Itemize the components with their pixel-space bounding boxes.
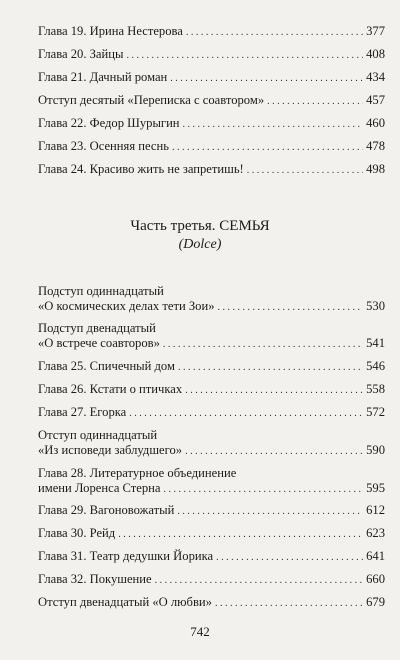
leader-dots: [185, 444, 363, 459]
toc-title: Глава 29. Вагоновожатый: [38, 503, 175, 517]
toc-entry: [38, 321, 385, 352]
toc-entry: [38, 116, 385, 132]
section-title: Часть третья. СЕМЬЯ: [130, 218, 270, 234]
leader-dots: [163, 337, 363, 352]
toc-entry: [38, 162, 385, 178]
toc-title: Глава 19. Ирина Нестерова: [38, 24, 183, 38]
leader-dots: [126, 48, 363, 63]
leader-dots: [216, 550, 363, 565]
toc-page: 457: [366, 93, 385, 107]
toc-entry: [38, 595, 385, 611]
toc-entry: [38, 139, 385, 155]
toc-page: 546: [366, 359, 385, 373]
toc-title: «О космических делах тети Зои»: [38, 299, 215, 313]
toc-page: 558: [366, 382, 385, 396]
toc-entry: [38, 503, 385, 519]
leader-dots: [215, 596, 363, 611]
toc-entry: [38, 572, 385, 588]
toc-entry: [38, 359, 385, 375]
section-subtitle: (Dolce): [178, 237, 222, 252]
toc-page: 377: [366, 24, 385, 38]
leader-dots: [164, 482, 364, 497]
leader-dots: [178, 360, 363, 375]
toc-page: 478: [366, 139, 385, 153]
toc-page: 541: [366, 336, 385, 350]
leader-dots: [177, 504, 363, 519]
toc-page: 408: [366, 47, 385, 61]
toc-page: 623: [366, 526, 385, 540]
leader-dots: [183, 117, 364, 132]
toc-title: Глава 24. Красиво жить не запретишь!: [38, 162, 244, 176]
toc-title: имени Лоренса Стерна: [38, 481, 161, 495]
toc-page: 612: [366, 503, 385, 517]
toc-page: 660: [366, 572, 385, 586]
toc-title: Глава 22. Федор Шурыгин: [38, 116, 180, 130]
page-number: 742: [190, 624, 210, 639]
toc-entry: [38, 93, 385, 109]
toc-entry: [38, 526, 385, 542]
toc-title: Глава 20. Зайцы: [38, 47, 124, 61]
toc-entry: [38, 405, 385, 421]
toc-page: 460: [366, 116, 385, 130]
toc-entry: [38, 382, 385, 398]
leader-dots: [170, 71, 363, 86]
toc-title: Глава 27. Егорка: [38, 405, 127, 419]
toc-title: Отступ десятый «Переписка с соавтором»: [38, 93, 265, 107]
toc-entry: [38, 24, 385, 40]
toc-title: Глава 30. Рейд: [38, 526, 116, 540]
leader-dots: [185, 383, 363, 398]
toc-page: 572: [366, 405, 385, 419]
toc-title: Глава 21. Дачный роман: [38, 70, 168, 84]
toc-title: Отступ двенадцатый «О любви»: [38, 595, 212, 609]
leader-dots: [129, 406, 363, 421]
toc-title: «О встрече соавторов»: [38, 336, 160, 350]
toc-title-first-line: Отступ одиннадцатый: [38, 428, 158, 442]
toc-title: Глава 25. Спичечный дом: [38, 359, 175, 373]
toc-title-first-line: Подступ одиннадцатый: [38, 284, 164, 298]
toc-entry: [38, 428, 385, 459]
leader-dots: [155, 573, 364, 588]
toc-title-first-line: Глава 28. Литературное объединение: [38, 466, 237, 480]
toc-page: 434: [366, 70, 385, 84]
toc-title-first-line: Подступ двенадцатый: [38, 321, 156, 335]
leader-dots: [186, 25, 363, 40]
toc-entry: [38, 466, 385, 497]
toc-page: 590: [366, 443, 385, 457]
toc-page: 498: [366, 162, 385, 176]
toc-title: Глава 26. Кстати о птичках: [38, 382, 183, 396]
toc-entry: [38, 549, 385, 565]
toc-title: «Из исповеди заблудшего»: [38, 443, 183, 457]
toc-title: Глава 23. Осенняя песнь: [38, 139, 169, 153]
leader-dots: [118, 527, 363, 542]
toc-entry: [38, 284, 385, 315]
toc-page: 679: [366, 595, 385, 609]
toc-entry: [38, 47, 385, 63]
leader-dots: [247, 163, 363, 178]
toc-page: 530: [366, 299, 385, 313]
leader-dots: [267, 94, 363, 109]
leader-dots: [172, 140, 363, 155]
toc-title: Глава 31. Театр дедушки Йорика: [38, 549, 214, 563]
leader-dots: [218, 300, 364, 315]
toc-page: 641: [366, 549, 385, 563]
toc-entry: [38, 70, 385, 86]
toc-title: Глава 32. Покушение: [38, 572, 152, 586]
toc-page: 595: [366, 481, 385, 495]
